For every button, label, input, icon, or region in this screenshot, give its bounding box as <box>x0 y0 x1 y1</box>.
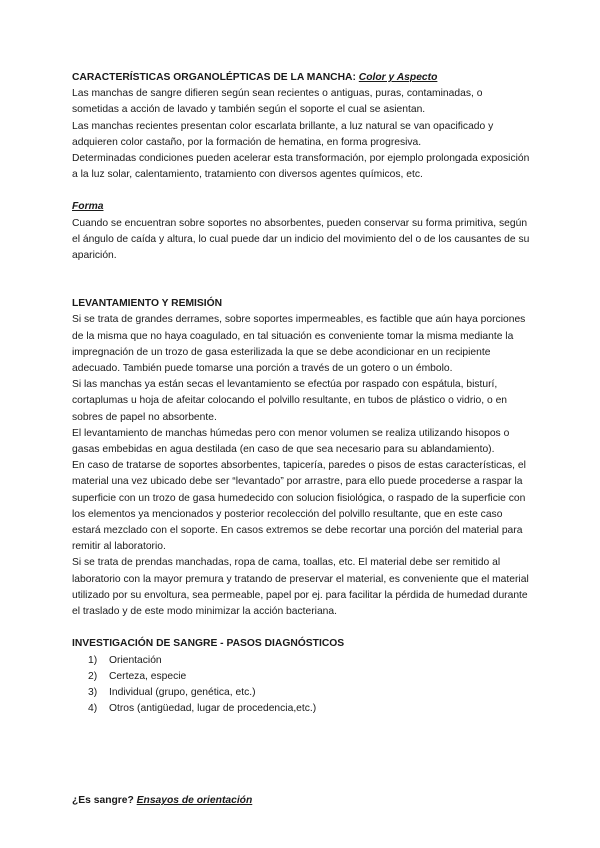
paragraph: Si las manchas ya están secas el levantamiento se efectúa por raspado con espátula, bisturí, cortaplumas u hoja de afeitar colocando el polvillo resultante, en tubos de plástico o vidrio, o en sobres de papel no absorbente. <box>72 379 508 423</box>
paragraph: En caso de tratarse de soportes absorbentes, tapicería, paredes o pisos de estas características, el material una vez ubicado debe ser “levantado” por arrastre, para ello puede procederse a raspar la superficie con un trozo de gasa humedecido con solucion fisiológica, o raspado de la superficie con los elementos ya mencionados y posterior recolección del polvillo resultante, que en este caso estará mezclado con el soporte. En casos extremos se debe recortar una porción del material para remitir al laboratorio. <box>72 460 526 553</box>
list-item <box>72 653 530 669</box>
list-item <box>72 701 530 717</box>
section-heading-organolepticas <box>72 70 530 86</box>
list-text: Individual (grupo, genética, etc.) <box>109 686 256 698</box>
list-number: 3) <box>88 686 98 698</box>
document-body <box>72 70 530 810</box>
paragraph: Determinadas condiciones pueden acelerar esta transformación, por ejemplo prolongada exposición a la luz solar, calentamiento, tratamiento con diversos agentes químicos, etc. <box>72 153 530 181</box>
list-number: 2) <box>88 670 98 682</box>
list-item <box>72 685 530 701</box>
section-heading-es-sangre <box>72 793 530 809</box>
diagnostic-steps-list <box>72 653 530 718</box>
paragraph: Cuando se encuentran sobre soportes no absorbentes, pueden conservar su forma primitiva, según el ángulo de caída y altura, lo cual puede dar un indicio del movimiento del o de los causantes de su aparición. <box>72 217 530 262</box>
subheading-forma: Forma <box>72 201 104 213</box>
section-heading-investigacion: INVESTIGACIÓN DE SANGRE - PASOS DIAGNÓSTICOS <box>72 638 345 650</box>
heading-emphasis: Color y Aspecto <box>358 72 438 83</box>
list-text: Otros (antigüedad, lugar de procedencia,etc.) <box>109 703 317 715</box>
heading-text: ¿Es sangre? <box>72 795 137 807</box>
list-text: Orientación <box>109 654 162 666</box>
list-number: 1) <box>88 654 98 666</box>
paragraph: Si se trata de prendas manchadas, ropa de cama, toallas, etc. El material debe ser remitido al laboratorio con la mayor premura y tratando de preservar el material, es conveniente que el material utilizado por su envoltura, sea permeable, papel por ej. para facilitar la pérdida de humedad durante el traslado y de este modo minimizar la acción bacteriana. <box>72 557 529 618</box>
paragraph: Las manchas de sangre difieren según sean recientes o antiguas, puras, contaminadas, o sometidas a acción de lavado y también según el soporte el cual se asientan. <box>72 88 483 116</box>
list-item <box>72 669 530 685</box>
list-text: Certeza, especie <box>109 670 187 682</box>
paragraph: El levantamiento de manchas húmedas pero con menor volumen se realiza utilizando hisopos o gasas embebidas en agua destilada (en caso de que sea necesario para su ablandamiento). <box>72 427 510 456</box>
paragraph: Si se trata de grandes derrames, sobre soportes impermeables, es factible que aún haya porciones de la misma que no haya coagulado, en tal situación es conveniente tomar la misma mediante la impregnación de un trozo de gasa esterilizada la que se debe acondicionar en un recipiente adecuado. También puede tomarse una porción a través de un gotero o un émbolo. <box>72 314 526 375</box>
heading-emphasis: Ensayos de orientación <box>136 795 253 807</box>
heading-text: CARACTERÍSTICAS ORGANOLÉPTICAS DE LA MANCHA: <box>72 72 359 83</box>
paragraph: Las manchas recientes presentan color escarlata brillante, a luz natural se van opacificado y adquieren color castaño, por la formación de hematina, en forma progresiva. <box>72 120 494 148</box>
list-number: 4) <box>88 703 98 715</box>
section-heading-levantamiento: LEVANTAMIENTO Y REMISIÓN <box>72 298 223 310</box>
